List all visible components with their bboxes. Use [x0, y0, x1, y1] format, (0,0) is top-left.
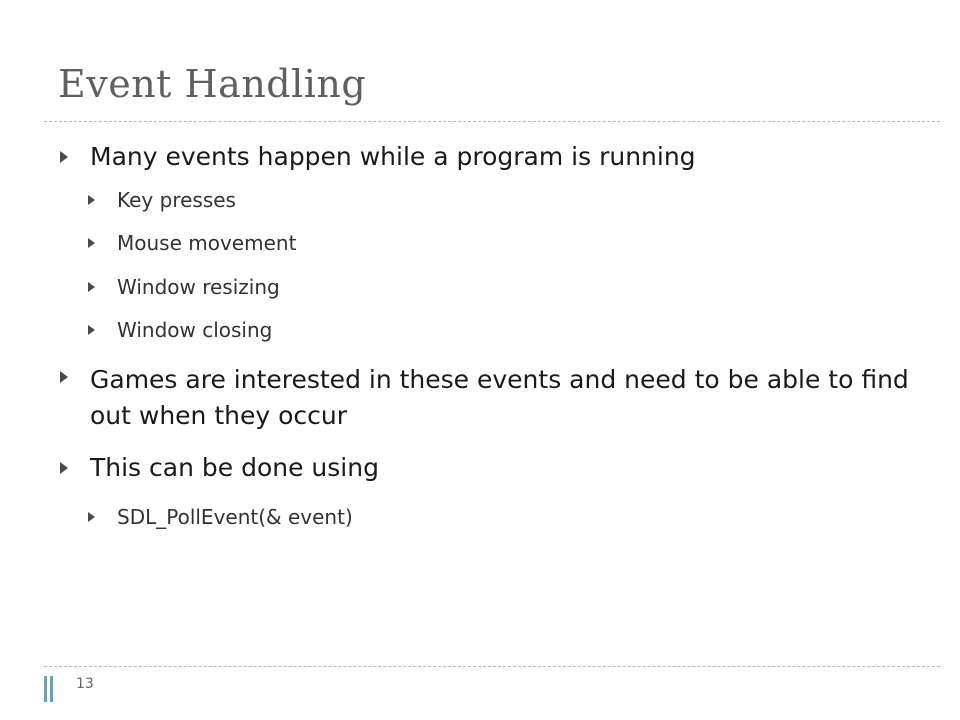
bullet-3: [90, 453, 379, 482]
page-number: 13: [76, 676, 94, 692]
sub-bullet-3-1: [117, 505, 353, 529]
triangle-bullet-icon: [88, 238, 95, 248]
sub-bullet-text: SDL_PollEvent(& event): [117, 505, 353, 529]
slide-title: Event Handling: [58, 62, 367, 106]
title-divider: [44, 121, 940, 122]
triangle-bullet-icon: [88, 325, 95, 335]
footer-divider: [44, 666, 940, 667]
sub-bullet-text: Window closing: [117, 318, 273, 342]
footer-accent-bar: [44, 676, 53, 702]
triangle-bullet-icon: [88, 195, 95, 205]
sub-bullet-1-2: [117, 231, 296, 255]
sub-bullet-1-3: [117, 275, 280, 299]
sub-bullet-text: Key presses: [117, 188, 236, 212]
bullet-2: [90, 362, 910, 434]
triangle-bullet-icon: [60, 462, 68, 474]
triangle-bullet-icon: [60, 151, 68, 163]
bullet-text: This can be done using: [90, 453, 379, 482]
bullet-text: Many events happen while a program is running: [90, 142, 696, 171]
triangle-bullet-icon: [88, 282, 95, 292]
sub-bullet-1-4: [117, 318, 272, 342]
sub-bullet-text: Window resizing: [117, 275, 280, 299]
triangle-bullet-icon: [60, 371, 68, 383]
sub-bullet-1-1: [117, 188, 236, 212]
bullet-1: [90, 142, 696, 171]
bullet-text: Games are interested in these events and need to be able to find out when they occur: [90, 365, 909, 430]
sub-bullet-text: Mouse movement: [117, 231, 297, 255]
triangle-bullet-icon: [88, 512, 95, 522]
